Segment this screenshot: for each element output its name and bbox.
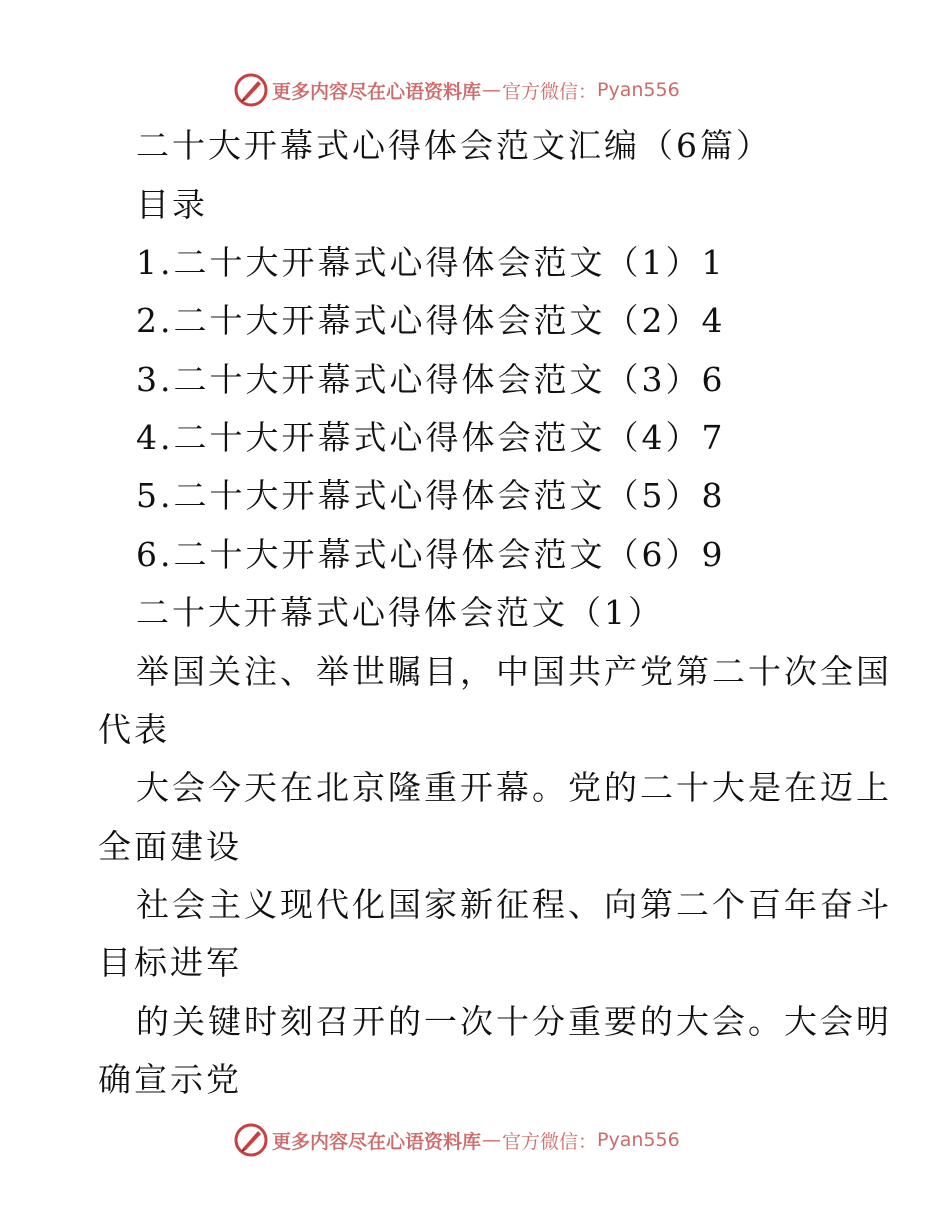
footer-watermark — [234, 1120, 680, 1160]
toc-item: 4.二十大开幕式心得体会范文（4）7 — [136, 418, 726, 457]
watermark-site-text: 更多内容尽在心语资料库 — [272, 1130, 482, 1153]
body-line: 举国关注、举世瞩目，中国共产党第二十次全国 — [136, 652, 892, 691]
watermark-dash: — — [482, 79, 502, 101]
body-line: 确宣示党 — [98, 1060, 242, 1099]
watermark-wechat-label: 官方微信： — [502, 80, 598, 103]
watermark-wechat-id: Pyan556 — [597, 79, 680, 101]
section-heading: 二十大开幕式心得体会范文（1） — [136, 593, 664, 632]
document-title: 二十大开幕式心得体会范文汇编（6篇） — [136, 126, 772, 165]
toc-heading: 目录 — [136, 185, 208, 224]
body-line: 目标进军 — [98, 943, 242, 982]
watermark-wechat-id: Pyan556 — [597, 1129, 680, 1151]
toc-item: 2.二十大开幕式心得体会范文（2）4 — [136, 301, 726, 340]
body-line: 大会今天在北京隆重开幕。党的二十大是在迈上 — [136, 768, 892, 807]
toc-item: 6.二十大开幕式心得体会范文（6）9 — [136, 535, 726, 574]
toc-item: 3.二十大开幕式心得体会范文（3）6 — [136, 360, 726, 399]
pen-logo-icon — [234, 1123, 268, 1157]
header-watermark — [234, 70, 680, 110]
watermark-site-text: 更多内容尽在心语资料库 — [272, 80, 482, 103]
body-line: 社会主义现代化国家新征程、向第二个百年奋斗 — [136, 885, 892, 924]
watermark-dash: — — [482, 1129, 502, 1151]
body-line: 代表 — [98, 710, 170, 749]
pen-logo-icon — [234, 73, 268, 107]
toc-item: 1.二十大开幕式心得体会范文（1）1 — [136, 243, 726, 282]
watermark-wechat-label: 官方微信： — [502, 1130, 598, 1153]
toc-item: 5.二十大开幕式心得体会范文（5）8 — [136, 476, 726, 515]
body-line: 全面建设 — [98, 827, 242, 866]
body-line: 的关键时刻召开的一次十分重要的大会。大会明 — [136, 1002, 892, 1041]
